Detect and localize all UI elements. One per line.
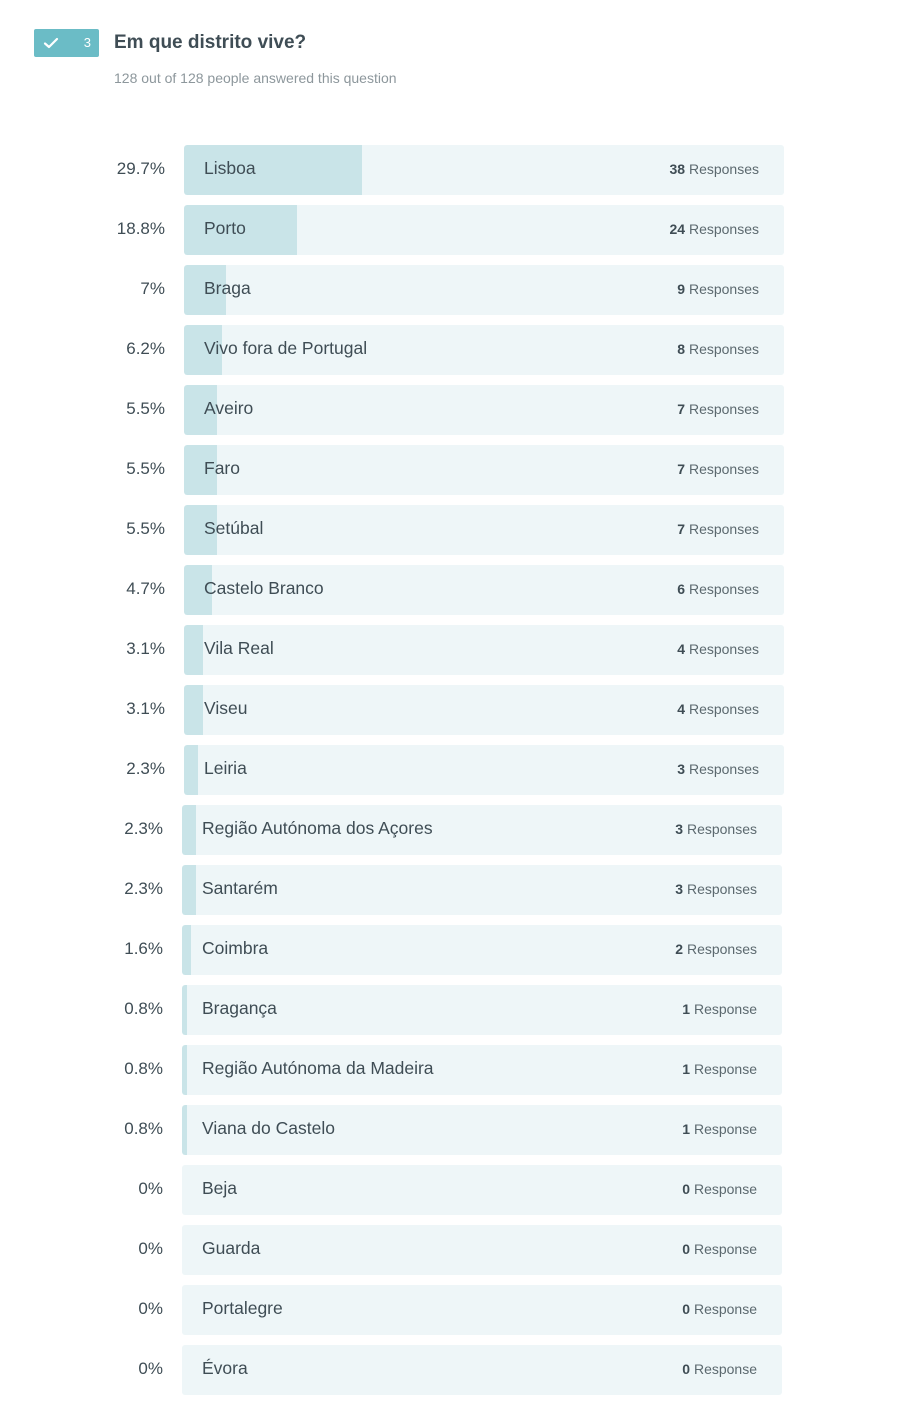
- response-word: Response: [690, 1061, 757, 1077]
- bar: [184, 625, 203, 675]
- response-count: [682, 1345, 757, 1395]
- category-label: Vivo fora de Portugal: [204, 338, 368, 358]
- chart-row: [0, 1165, 903, 1215]
- response-count: [677, 565, 759, 615]
- chart-row: [0, 625, 903, 675]
- percent-label: 0.8%: [124, 1119, 163, 1138]
- response-count: [677, 685, 759, 735]
- bar-track: [182, 1225, 782, 1275]
- response-count-value: 7: [677, 401, 686, 417]
- response-count: [675, 865, 757, 915]
- bar-track: [182, 1345, 782, 1395]
- bar-track: [182, 805, 782, 855]
- response-word: Responses: [685, 581, 759, 597]
- bar-track: [184, 385, 784, 435]
- category-label: Coimbra: [202, 938, 269, 958]
- response-word: Response: [690, 1121, 757, 1137]
- percent-label: 2.3%: [124, 819, 163, 838]
- chart-row: [0, 1225, 903, 1275]
- percent-label: 4.7%: [126, 579, 165, 598]
- response-count: [682, 1225, 757, 1275]
- chart-row: [0, 205, 903, 255]
- chart-row: [0, 145, 903, 195]
- category-label: Bragança: [202, 998, 277, 1018]
- percent-label: 0%: [138, 1179, 163, 1198]
- percent-label: 18.8%: [116, 219, 165, 238]
- bar: [182, 1045, 187, 1095]
- response-count-value: 0: [682, 1241, 691, 1257]
- category-label: Setúbal: [204, 518, 264, 538]
- bar: [182, 865, 196, 915]
- response-count-value: 1: [682, 1121, 691, 1137]
- response-count: [677, 265, 759, 315]
- percent-label: 5.5%: [126, 399, 165, 418]
- category-label: Porto: [204, 218, 246, 238]
- chart-row: [0, 1105, 903, 1155]
- response-count-value: 1: [682, 1001, 691, 1017]
- response-count-value: 9: [677, 281, 686, 297]
- response-count-value: 3: [677, 761, 686, 777]
- response-count: [675, 925, 757, 975]
- response-count: [677, 385, 759, 435]
- response-count-value: 24: [669, 221, 686, 237]
- response-count-value: 3: [675, 821, 684, 837]
- response-count-value: 7: [677, 461, 686, 477]
- response-count: [682, 1165, 757, 1215]
- response-word: Responses: [685, 521, 759, 537]
- response-count-value: 4: [677, 701, 686, 717]
- response-word: Responses: [683, 821, 757, 837]
- chart-row: [0, 1345, 903, 1395]
- category-label: Lisboa: [204, 158, 256, 178]
- response-count: [677, 505, 759, 555]
- chart-row: [0, 805, 903, 855]
- percent-label: 0%: [138, 1239, 163, 1258]
- response-word: Response: [690, 1001, 757, 1017]
- chart-row: [0, 385, 903, 435]
- response-word: Response: [690, 1181, 757, 1197]
- chart-row: [0, 445, 903, 495]
- category-label: Braga: [204, 278, 251, 298]
- bar-track: [182, 1285, 782, 1335]
- response-count: [682, 1105, 757, 1155]
- answered-count: 128 out of 128 people answered this question: [114, 70, 397, 86]
- chart-row: [0, 985, 903, 1035]
- percent-label: 0%: [138, 1359, 163, 1378]
- response-count: [677, 625, 759, 675]
- bar-track: [184, 265, 784, 315]
- bar: [182, 1105, 187, 1155]
- response-word: Responses: [685, 461, 759, 477]
- chart-row: [0, 265, 903, 315]
- percent-label: 29.7%: [116, 159, 165, 178]
- chart-row: [0, 745, 903, 795]
- percent-label: 2.3%: [126, 759, 165, 778]
- percent-label: 0.8%: [124, 999, 163, 1018]
- response-count: [677, 445, 759, 495]
- response-count: [669, 145, 759, 195]
- bar-track: [184, 745, 784, 795]
- response-word: Response: [690, 1301, 757, 1317]
- chart-row: [0, 1285, 903, 1335]
- response-count: [682, 985, 757, 1035]
- bar: [182, 805, 196, 855]
- response-word: Responses: [685, 761, 759, 777]
- response-count-value: 4: [677, 641, 686, 657]
- response-word: Responses: [685, 161, 759, 177]
- response-word: Responses: [685, 701, 759, 717]
- category-label: Castelo Branco: [204, 578, 324, 598]
- category-label: Beja: [202, 1178, 238, 1198]
- response-word: Responses: [683, 941, 757, 957]
- response-count-value: 0: [682, 1301, 691, 1317]
- response-count-value: 6: [677, 581, 686, 597]
- response-count-value: 2: [675, 941, 684, 957]
- bar-track: [184, 205, 784, 255]
- percent-label: 3.1%: [126, 699, 165, 718]
- bar-track: [182, 985, 782, 1035]
- category-label: Região Autónoma da Madeira: [202, 1058, 434, 1078]
- response-count: [682, 1285, 757, 1335]
- question-title: Em que distrito vive?: [114, 32, 307, 53]
- category-label: Viana do Castelo: [202, 1118, 335, 1138]
- percent-label: 5.5%: [126, 519, 165, 538]
- response-word: Responses: [685, 281, 759, 297]
- category-label: Viseu: [204, 698, 248, 718]
- bar-track: [184, 625, 784, 675]
- bar-track: [182, 1105, 782, 1155]
- response-word: Responses: [685, 221, 759, 237]
- percent-label: 0%: [138, 1299, 163, 1318]
- bar-track: [182, 1045, 782, 1095]
- response-word: Response: [690, 1361, 757, 1377]
- response-count: [677, 745, 759, 795]
- category-label: Região Autónoma dos Açores: [202, 818, 433, 838]
- bar: [182, 985, 187, 1035]
- chart-row: [0, 325, 903, 375]
- chart-row: [0, 865, 903, 915]
- chart-row: [0, 685, 903, 735]
- percent-label: 6.2%: [126, 339, 165, 358]
- category-label: Santarém: [202, 878, 278, 898]
- bar: [182, 925, 191, 975]
- response-word: Responses: [685, 401, 759, 417]
- category-label: Aveiro: [204, 398, 254, 418]
- response-count-value: 0: [682, 1361, 691, 1377]
- response-word: Responses: [683, 881, 757, 897]
- percent-label: 0.8%: [124, 1059, 163, 1078]
- response-count-value: 8: [677, 341, 686, 357]
- question-number: 3: [83, 35, 91, 50]
- response-count-value: 3: [675, 881, 684, 897]
- bar-track: [184, 685, 784, 735]
- response-word: Response: [690, 1241, 757, 1257]
- bar-track: [182, 1165, 782, 1215]
- bar-track: [182, 925, 782, 975]
- response-count: [669, 205, 759, 255]
- category-label: Leiria: [204, 758, 247, 778]
- category-label: Guarda: [202, 1238, 261, 1258]
- percent-label: 7%: [140, 279, 165, 298]
- percent-label: 1.6%: [124, 939, 163, 958]
- chart-row: [0, 1045, 903, 1095]
- percent-label: 5.5%: [126, 459, 165, 478]
- category-label: Faro: [204, 458, 240, 478]
- chart-row: [0, 925, 903, 975]
- percent-label: 3.1%: [126, 639, 165, 658]
- response-count-value: 1: [682, 1061, 691, 1077]
- response-word: Responses: [685, 341, 759, 357]
- response-count-value: 0: [682, 1181, 691, 1197]
- response-count: [677, 325, 759, 375]
- response-word: Responses: [685, 641, 759, 657]
- bar-track: [182, 865, 782, 915]
- response-count: [682, 1045, 757, 1095]
- bar-track: [184, 325, 784, 375]
- bar: [184, 685, 203, 735]
- response-count-value: 7: [677, 521, 686, 537]
- response-count-value: 38: [669, 161, 686, 177]
- chart-row: [0, 505, 903, 555]
- bar-track: [184, 145, 784, 195]
- chart-row: [0, 565, 903, 615]
- bar-track: [184, 565, 784, 615]
- bar: [184, 745, 198, 795]
- bar-track: [184, 445, 784, 495]
- percent-label: 2.3%: [124, 879, 163, 898]
- bar-track: [184, 505, 784, 555]
- response-count: [675, 805, 757, 855]
- category-label: Vila Real: [204, 638, 274, 658]
- category-label: Évora: [202, 1358, 248, 1378]
- category-label: Portalegre: [202, 1298, 283, 1318]
